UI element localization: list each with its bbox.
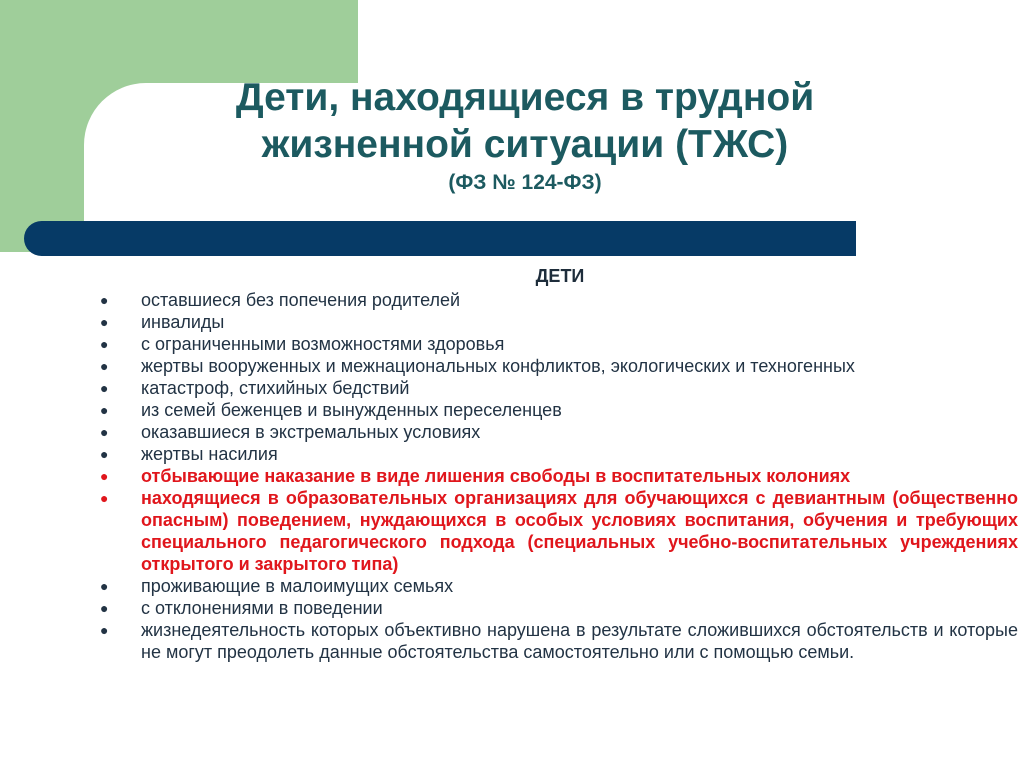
list-item (100, 333, 1018, 355)
bullet-icon: ● (100, 622, 109, 638)
list-item-text: с ограниченными возможностями здоровья (141, 334, 505, 354)
list-item (100, 399, 1018, 421)
bullet-icon: ● (100, 358, 109, 374)
children-categories-list (100, 289, 1018, 663)
title-divider-bar (24, 221, 856, 256)
list-item (100, 421, 1018, 443)
bullet-icon: ● (100, 380, 109, 396)
list-item (100, 619, 1018, 663)
bullet-icon: ● (100, 402, 109, 418)
bullet-icon: ● (100, 314, 109, 330)
bullet-icon: ● (100, 292, 109, 308)
bullet-icon: ● (100, 490, 109, 506)
bullet-icon: ● (100, 468, 109, 484)
list-item (100, 487, 1018, 575)
bullet-icon: ● (100, 446, 109, 462)
list-item-text: оказавшиеся в экстремальных условиях (141, 422, 481, 442)
list-item-text: жизнедеятельность которых объективно нарушена в результате сложившихся обстоятельств и которые не могут преодолеть данные обстоятельства самостоятельно или с помощью семьи. (141, 620, 1018, 662)
list-item (100, 465, 1018, 487)
bullet-icon: ● (100, 578, 109, 594)
list-item (100, 289, 1018, 311)
bullet-icon: ● (100, 424, 109, 440)
list-item (100, 443, 1018, 465)
list-item-text: находящиеся в образовательных организациях для обучающихся с девиантным (общественно опасным) поведением, нуждающихся в особых условиях воспитания, обучения и требующих специального педагогического подхода (специальных учебно-воспитательных учреждениях открытого и закрытого типа) (141, 488, 1018, 574)
list-heading: ДЕТИ (535, 266, 585, 286)
list-item (100, 597, 1018, 619)
list-item (100, 355, 1018, 377)
list-item-text: катастроф, стихийных бедствий (141, 378, 410, 398)
title-line-1: Дети, находящиеся в трудной (235, 76, 815, 119)
list-item (100, 575, 1018, 597)
list-item-text: инвалиды (141, 312, 225, 332)
slide-subtitle: (ФЗ № 124-ФЗ) (448, 171, 602, 194)
list-item-text: жертвы насилия (141, 444, 278, 464)
list-item-text: из семей беженцев и вынужденных переселенцев (141, 400, 562, 420)
list-item-text: отбывающие наказание в виде лишения свободы в воспитательных колониях (141, 466, 851, 486)
list-item (100, 311, 1018, 333)
slide-title (130, 74, 920, 168)
bullet-icon: ● (100, 600, 109, 616)
list-item-text: проживающие в малоимущих семьях (141, 576, 454, 596)
list-item-text: оставшиеся без попечения родителей (141, 290, 461, 310)
bullet-icon: ● (100, 336, 109, 352)
list-item-text: с отклонениями в поведении (141, 598, 383, 618)
list-item (100, 377, 1018, 399)
title-line-2: жизненной ситуации (ТЖС) (261, 123, 789, 166)
list-item-text: жертвы вооруженных и межнациональных конфликтов, экологических и техногенных (141, 356, 855, 376)
